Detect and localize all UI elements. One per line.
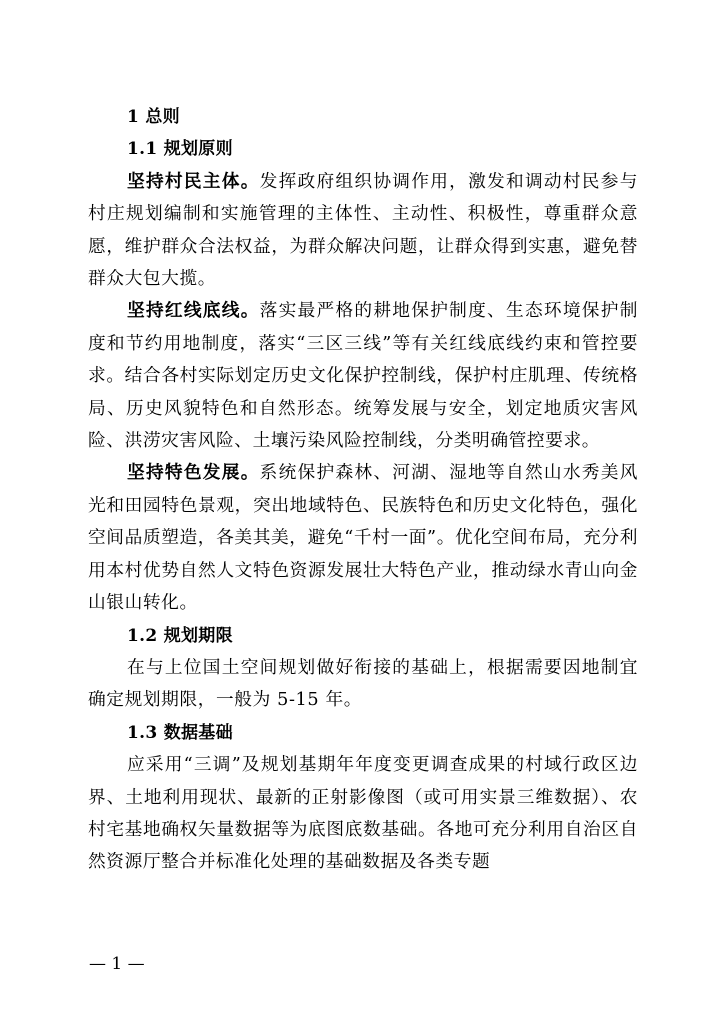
section-1-3-heading: 1.3 数据基础	[127, 722, 233, 743]
paragraph-lead: 坚持特色发展。	[127, 462, 260, 484]
section-1-heading: 1 总则	[127, 107, 180, 127]
paragraph-body: 系统保护森林、河湖、湿地等自然山水秀美风光和田园特色景观，突出地域特色、民族特色和历史文化特色，强化空间品质塑造，各美其美，避免“千村一面”。优化空间布局，充分利用本村优势自然人文特色资源发展壮大特色产业，推动绿水青山向金山银山转化。	[88, 463, 638, 614]
paragraph-villager-subject	[88, 166, 638, 296]
paragraph-data-basis: 应采用“三调”及规划基期年年度变更调查成果的村域行政区边界、土地利用现状、最新的正射影像图（或可用实景三维数据）、农村宅基地确权矢量数据等为底图底数基础。各地可充分利用自治区自然资源厅整合并标准化处理的基础数据及各类专题	[88, 755, 638, 873]
paragraph-lead: 坚持村民主体。	[127, 170, 260, 192]
paragraph-red-line	[88, 295, 638, 457]
section-1-2-heading: 1.2 规划期限	[127, 625, 233, 646]
section-1-1-heading: 1.1 规划原则	[127, 139, 233, 160]
paragraph-characteristic-development	[88, 457, 638, 619]
paragraph-body: 落实最严格的耕地保护制度、生态环境保护制度和节约用地制度，落实“三区三线”等有关红线底线约束和管控要求。结合各村实际划定历史文化保护控制线，保护村庄肌理、传统格局、历史风貌特色和自然形态。统筹发展与安全，划定地质灾害风险、洪涝灾害风险、土壤污染风险控制线，分类明确管控要求。	[88, 301, 638, 452]
paragraph-body: 发挥政府组织协调作用，激发和调动村民参与村庄规划编制和实施管理的主体性、主动性、积极性，尊重群众意愿，维护群众合法权益，为群众解决问题，让群众得到实惠，避免替群众大包大揽。	[88, 171, 638, 290]
paragraph-planning-period: 在与上位国土空间规划做好衔接的基础上，根据需要因地制宜确定规划期限，一般为 5-15 年。	[88, 657, 638, 711]
document-page	[88, 101, 638, 879]
paragraph-lead: 坚持红线底线。	[127, 300, 260, 322]
page-number: — 1 —	[89, 954, 145, 974]
